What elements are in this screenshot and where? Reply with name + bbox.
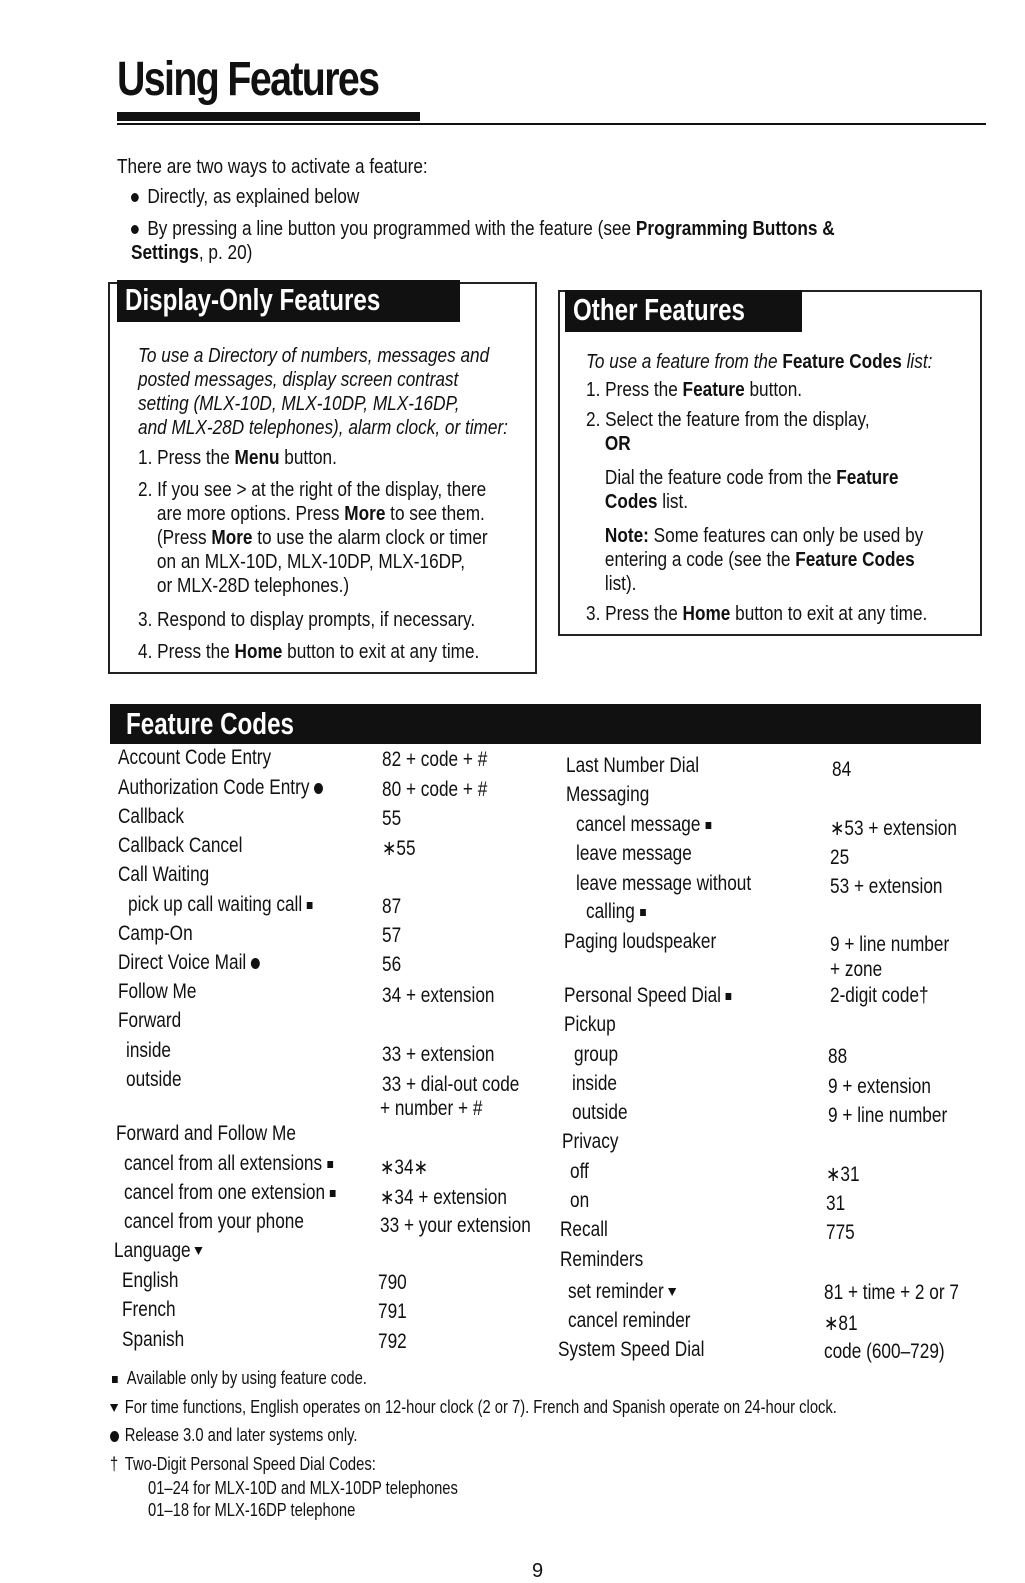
display-only-body	[138, 344, 568, 664]
other-step-2-line-4: Codes list.	[604, 491, 689, 513]
fc-right-label-10: group	[574, 1043, 619, 1066]
fc-left-code-12: + number + #	[380, 1097, 483, 1120]
fc-right-label-8: Personal Speed Dial	[564, 984, 732, 1008]
fc-left-code-1: 80 + code + #	[382, 778, 488, 801]
fc-left-label-1: Authorization Code Entry	[118, 776, 323, 800]
display-only-step-3: 3. Respond to display prompts, if necessary.	[138, 609, 476, 631]
fc-left-code-10: 33 + extension	[382, 1043, 495, 1066]
fc-right-label-6: Paging loudspeaker	[564, 930, 717, 953]
square-icon	[112, 1376, 118, 1383]
time-function-triangle-icon	[195, 1247, 203, 1255]
fc-right-label-17: Reminders	[560, 1248, 644, 1271]
fc-left-code-19: 791	[378, 1300, 407, 1323]
fc-right-label-19: cancel reminder	[568, 1309, 691, 1332]
fc-right-code-14: ∗31	[826, 1163, 860, 1186]
display-only-intro-4: and MLX-28D telephones), alarm clock, or timer:	[138, 417, 508, 439]
dot-icon	[110, 1431, 119, 1442]
fc-left-label-9: Forward	[118, 1009, 182, 1032]
fc-left-code-6: 57	[382, 924, 402, 947]
fc-right-label-5: calling	[586, 900, 645, 924]
fc-right-label-20: System Speed Dial	[558, 1338, 705, 1361]
fc-left-label-11: outside	[126, 1068, 182, 1091]
fc-left-label-8: Follow Me	[118, 980, 197, 1003]
fc-right-label-18: set reminder	[568, 1280, 676, 1304]
triangle-icon	[110, 1404, 118, 1412]
fc-right-label-13: Privacy	[562, 1130, 619, 1153]
title-rule-thin	[117, 123, 986, 125]
fc-left-code-14: ∗34∗	[380, 1156, 429, 1179]
fc-right-code-16: 775	[826, 1221, 855, 1244]
feature-code-only-icon	[726, 993, 732, 1000]
fc-right-label-9: Pickup	[564, 1013, 616, 1036]
display-only-step-4: 4. Press the Home button to exit at any time.	[138, 641, 480, 663]
other-features-box	[558, 290, 982, 636]
footnote-dagger-line-2: 01–24 for MLX-10D and MLX-10DP telephones	[148, 1478, 458, 1498]
other-step-2-line-3: Dial the feature code from the Feature	[604, 467, 899, 489]
fc-left-label-2: Callback	[118, 805, 185, 828]
fc-left-label-17: Language	[114, 1239, 203, 1263]
bullet-1-text: Directly, as explained below	[147, 186, 360, 208]
other-note-line-1: Note: Some features can only be used by	[604, 525, 924, 547]
fc-right-label-11: inside	[572, 1072, 617, 1095]
fc-left-label-3: Callback Cancel	[118, 834, 243, 857]
fc-left-label-7: Direct Voice Mail	[118, 951, 260, 975]
fc-right-code-3: 25	[830, 846, 850, 869]
fc-left-code-2: 55	[382, 807, 402, 830]
fc-left-label-5: pick up call waiting call	[128, 893, 313, 917]
feature-codes-header: Feature Codes	[110, 704, 981, 744]
fc-right-label-0: Last Number Dial	[566, 754, 700, 777]
feature-code-only-icon	[327, 1161, 333, 1168]
feature-code-only-icon	[330, 1190, 336, 1197]
fc-right-code-11: 9 + extension	[828, 1075, 931, 1098]
fc-right-label-2: cancel message	[576, 813, 711, 837]
fc-left-code-20: 792	[378, 1330, 407, 1353]
fc-right-label-16: Recall	[560, 1218, 608, 1241]
display-only-features-box	[108, 282, 537, 674]
other-note-line-2: entering a code (see the Feature Codes	[604, 549, 915, 571]
fc-right-label-14: off	[570, 1160, 589, 1183]
time-function-triangle-icon	[668, 1288, 676, 1296]
other-intro: To use a feature from the Feature Codes list:	[586, 351, 933, 373]
display-only-intro-2: posted messages, display screen contrast	[138, 369, 459, 391]
fc-left-label-15: cancel from one extension	[124, 1181, 336, 1205]
page-number: 9	[532, 1560, 544, 1582]
other-features-header: Other Features	[565, 290, 802, 332]
fc-left-code-3: ∗55	[382, 837, 416, 860]
intro-lead: There are two ways to activate a feature:	[117, 156, 428, 178]
fc-left-code-18: 790	[378, 1271, 407, 1294]
display-only-step-1: 1. Press the Menu button.	[138, 447, 337, 469]
other-features-body	[586, 350, 989, 626]
bullet-icon	[131, 193, 139, 202]
footnote-triangle: For time functions, English operates on 12-hour clock (2 or 7). French and Spanish operate on 24-hour clock.	[110, 1397, 837, 1418]
fc-right-label-1: Messaging	[566, 783, 650, 806]
display-only-intro-1: To use a Directory of numbers, messages and	[138, 345, 490, 367]
fc-left-code-0: 82 + code + #	[382, 748, 488, 771]
title-rule-thick	[117, 112, 420, 121]
footnote-dagger-line-3: 01–18 for MLX-16DP telephone	[148, 1500, 356, 1520]
fc-right-label-12: outside	[572, 1101, 628, 1124]
fc-left-code-8: 34 + extension	[382, 984, 495, 1007]
display-only-step-2-line-1: 2. If you see > at the right of the display, there	[138, 479, 487, 501]
fc-right-code-8: 2-digit code†	[830, 984, 929, 1007]
fc-left-label-0: Account Code Entry	[118, 746, 272, 769]
fc-right-code-10: 88	[828, 1045, 848, 1068]
display-only-step-2-line-5: or MLX-28D telephones.)	[156, 575, 350, 597]
fc-right-code-15: 31	[826, 1192, 846, 1215]
release-dot-icon	[314, 783, 323, 794]
bullet-2-pre: By pressing a line button you programmed with the feature (see	[147, 218, 636, 240]
display-only-header: Display-Only Features	[117, 280, 460, 322]
other-step-3: 3. Press the Home button to exit at any time.	[586, 603, 928, 625]
fc-right-code-2: ∗53 + extension	[830, 817, 957, 840]
fc-right-code-12: 9 + line number	[828, 1104, 948, 1127]
fc-left-label-16: cancel from your phone	[124, 1210, 304, 1233]
fc-left-label-4: Call Waiting	[118, 863, 210, 886]
fc-right-code-20: code (600–729)	[824, 1340, 945, 1363]
fc-right-code-4: 53 + extension	[830, 875, 943, 898]
footnote-square: Available only by using feature code.	[112, 1368, 367, 1389]
fc-right-code-19: ∗81	[824, 1312, 858, 1335]
page-title: Using Features	[117, 53, 379, 106]
release-dot-icon	[251, 958, 260, 969]
feature-code-only-icon	[640, 909, 646, 916]
fc-left-label-20: Spanish	[122, 1328, 185, 1351]
footnote-circle: Release 3.0 and later systems only.	[110, 1425, 357, 1446]
fc-left-label-14: cancel from all extensions	[124, 1152, 333, 1176]
fc-left-label-13: Forward and Follow Me	[116, 1122, 296, 1145]
bullet-2-post: , p. 20)	[198, 242, 253, 264]
fc-right-label-3: leave message	[576, 842, 692, 865]
intro-bullet-2	[131, 217, 836, 265]
fc-right-label-15: on	[570, 1189, 590, 1212]
fc-right-code-18: 81 + time + 2 or 7	[824, 1281, 959, 1304]
fc-right-code-7: + zone	[830, 958, 883, 981]
other-step-1: 1. Press the Feature button.	[586, 379, 803, 401]
feature-code-only-icon	[307, 902, 313, 909]
display-only-step-2-line-4: on an MLX-10D, MLX-10DP, MLX-16DP,	[156, 551, 466, 573]
fc-left-label-6: Camp-On	[118, 922, 193, 945]
intro-bullet-1	[131, 185, 359, 209]
fc-left-label-18: English	[122, 1269, 179, 1292]
other-step-2-line-1: 2. Select the feature from the display,	[586, 409, 870, 431]
display-only-step-2-line-3: (Press More to use the alarm clock or timer	[156, 527, 488, 549]
footnote-dagger: † Two-Digit Personal Speed Dial Codes:	[110, 1454, 376, 1474]
intro	[117, 155, 835, 264]
fc-left-code-15: ∗34 + extension	[380, 1186, 507, 1209]
bullet-icon	[131, 225, 139, 234]
fc-right-label-4: leave message without	[576, 872, 752, 895]
fc-left-label-19: French	[122, 1298, 176, 1321]
other-step-2-or: OR	[604, 433, 631, 455]
other-note-line-3: list).	[604, 573, 637, 595]
fc-left-code-16: 33 + your extension	[380, 1214, 531, 1237]
fc-left-label-10: inside	[126, 1039, 171, 1062]
fc-left-code-5: 87	[382, 895, 402, 918]
display-only-step-2-line-2: are more options. Press More to see them.	[156, 503, 485, 525]
fc-left-code-11: 33 + dial-out code	[382, 1073, 520, 1096]
fc-right-code-6: 9 + line number	[830, 933, 950, 956]
fc-left-code-7: 56	[382, 953, 402, 976]
bullet-2-bold: Programming Buttons & Settings	[131, 218, 835, 264]
feature-code-only-icon	[705, 822, 711, 829]
fc-right-code-0: 84	[832, 758, 852, 781]
display-only-intro-3: setting (MLX-10D, MLX-10DP, MLX-16DP,	[138, 393, 460, 415]
